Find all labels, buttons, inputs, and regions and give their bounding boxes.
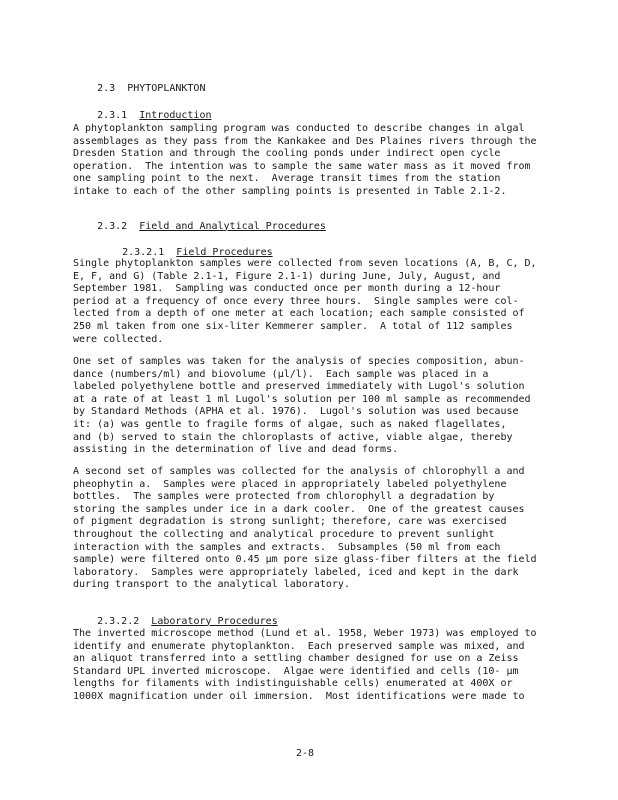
paragraph-field-sampling [73, 258, 553, 346]
subsubsection-title: Laboratory Procedures [151, 615, 278, 627]
text-line: Dresden Station and through the cooling ponds under indirect open cycle [73, 148, 501, 160]
text-line: A phytoplankton sampling program was conducted to describe changes in algal [73, 123, 525, 134]
subsubsection-number: 2.3.2.1 [122, 246, 165, 258]
text-line: intake to each of the other sampling points is presented in Table 2.1-2. [73, 185, 507, 197]
text-line: One set of samples was taken for the analysis of species composition, abun- [73, 356, 525, 367]
text-line: pheophytin a. Samples were placed in appropriately labeled polyethylene [73, 478, 507, 490]
text-line: one sampling point to the next. Average transit times from the station [73, 173, 501, 185]
text-line: of pigment degradation is strong sunlight; therefore, care was exercised [73, 516, 507, 528]
subsection-title: Introduction [139, 109, 212, 121]
text-line: laboratory. Samples were appropriately labeled, iced and kept in the dark [73, 566, 519, 578]
text-line: assemblages as they pass from the Kankakee and Des Plaines rivers through the [73, 135, 537, 147]
text-line: bottles. The samples were protected from chlorophyll a degradation by [73, 491, 495, 503]
text-line: assisting in the determination of live and dead forms. [73, 444, 399, 456]
subsection-number: 2.3.1 [97, 109, 128, 121]
text-line: The inverted microscope method (Lund et al. 1958, Weber 1973) was employed to [73, 628, 537, 639]
text-line: sample) were filtered onto 0.45 µm pore size glass-fiber filters at the field [73, 554, 537, 566]
text-line: labeled polyethylene bottle and preserved immediately with Lugol's solution [73, 381, 525, 393]
text-line: dance (numbers/ml) and biovolume (µl/l). Each sample was placed in a [73, 368, 489, 380]
text-line: September 1981. Sampling was conducted once per month during a 12-hour [73, 283, 501, 295]
text-line: interaction with the samples and extracts. Subsamples (50 ml from each [73, 541, 501, 553]
text-line: lected from a depth of one meter at each location; each sample consisted of [73, 308, 525, 320]
text-line: storing the samples under ice in a dark cooler. One of the greatest causes [73, 503, 525, 515]
text-line: E, F, and G) (Table 2.1-1, Figure 2.1-1) during June, July, August, and [73, 270, 501, 282]
text-line: an aliquot transferred into a settling chamber designed for use on a Zeiss [73, 653, 519, 665]
paragraph-species-composition [73, 356, 553, 457]
subsection-title: Field and Analytical Procedures [139, 220, 326, 232]
paragraph-introduction [73, 123, 553, 199]
text-line: Standard UPL inverted microscope. Algae were identified and cells (10- µm [73, 665, 519, 677]
text-line: by Standard Methods (APHA et al. 1976). Lugol's solution was used because [73, 406, 519, 418]
text-line: lengths for filaments with indistinguishable cells) enumerated at 400X or [73, 678, 513, 690]
subsection-number: 2.3.2 [97, 220, 128, 232]
text-line: period at a frequency of once every three hours. Single samples were col- [73, 295, 519, 307]
text-line: throughout the collecting and analytical procedure to prevent sunlight [73, 528, 495, 540]
text-line: were collected. [73, 333, 164, 345]
section-number: 2.3 [97, 82, 116, 94]
text-line: it: (a) was gentle to fragile forms of algae, such as naked flagellates, [73, 418, 507, 430]
subsubsection-title: Field Procedures [176, 246, 273, 258]
text-line: at a rate of at least 1 ml Lugol's solution per 100 ml sample as recommended [73, 393, 531, 405]
text-line: operation. The intention was to sample the same water mass as it moved from [73, 160, 531, 172]
text-line: 250 ml taken from one six-liter Kemmerer sampler. A total of 112 samples [73, 320, 513, 332]
paragraph-laboratory [73, 628, 553, 704]
section-title: PHYTOPLANKTON [127, 82, 206, 94]
text-line: identify and enumerate phytoplankton. Each preserved sample was mixed, and [73, 640, 525, 652]
subsubsection-number: 2.3.2.2 [97, 615, 140, 627]
page-number: 2-8 [296, 748, 315, 759]
text-line: A second set of samples was collected for the analysis of chlorophyll a and [73, 466, 525, 477]
text-line: Single phytoplankton samples were collected from seven locations (A, B, C, D, [73, 258, 537, 269]
text-line: and (b) served to stain the chloroplasts of active, viable algae, thereby [73, 431, 513, 443]
text-line: 1000X magnification under oil immersion. Most identifications were made to [73, 690, 525, 702]
paragraph-chlorophyll [73, 466, 553, 592]
text-line: during transport to the analytical laboratory. [73, 579, 350, 591]
